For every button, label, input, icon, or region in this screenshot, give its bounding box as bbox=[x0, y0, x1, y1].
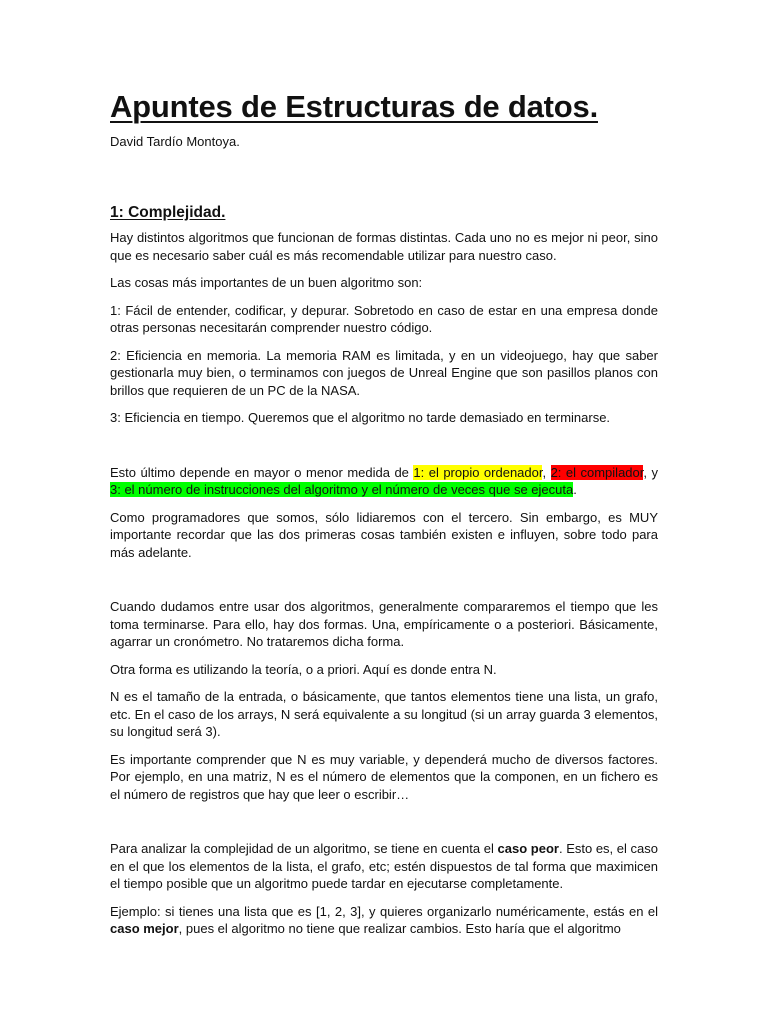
example-lead: Ejemplo: si tienes una lista que es [1, 2, 3], y quieres organizarlo numéricamente, estás en el bbox=[110, 903, 658, 919]
paragraph-example bbox=[110, 903, 658, 938]
paragraph-worst-case bbox=[110, 840, 658, 893]
paragraph-n-definition: N es el tamaño de la entrada, o básicamente, que tantos elementos tiene una lista, un grafo, etc. En el caso de los arrays, N será equivalente a su longitud (si un array guarda 3 elementos, su longitud será 3). bbox=[110, 689, 658, 739]
highlight-instrucciones: 3: el número de instrucciones del algoritmo y el número de veces que se ejecuta bbox=[110, 482, 574, 497]
factors-sep-2: , y bbox=[643, 464, 658, 480]
paragraph-programmers: Como programadores que somos, sólo lidiaremos con el tercero. Sin embargo, es MUY importante recordar que las dos primeras cosas también existen e influyen, sobre todo para más adelante. bbox=[110, 509, 658, 560]
worst-case-term: caso peor bbox=[497, 841, 559, 856]
example-rest: , pues el algoritmo no tiene que realizar cambios. Esto haría que el algoritmo bbox=[178, 921, 621, 936]
paragraph-point-2: 2: Eficiencia en memoria. La memoria RAM es limitada, y en un videojuego, hay que saber gestionarla muy bien, o terminamos con juegos de Unreal Engine que son pasillos planos con brillos que requieren de un PC de la NASA. bbox=[110, 347, 658, 398]
paragraph-a-priori: Otra forma es utilizando la teoría, o a priori. Aquí es donde entra N. bbox=[110, 661, 497, 677]
paragraph-n-variable: Es importante comprender que N es muy variable, y dependerá mucho de diversos factores. Por ejemplo, en una matriz, N es el número de elementos que la componen, en un fichero es el número de registros que hay que leer o escribir… bbox=[110, 751, 658, 802]
document-title: Apuntes de Estructuras de datos. bbox=[110, 89, 598, 124]
paragraph-point-3: 3: Eficiencia en tiempo. Queremos que el algoritmo no tarde demasiado en terminarse. bbox=[110, 410, 611, 425]
document-body bbox=[110, 88, 658, 938]
factors-sep-1: , bbox=[542, 464, 551, 480]
factors-lead: Esto último depende en mayor o menor medida de bbox=[110, 464, 414, 480]
worst-case-lead: Para analizar la complejidad de un algoritmo, se tiene en cuenta el bbox=[110, 841, 498, 856]
paragraph-intro: Hay distintos algoritmos que funcionan de formas distintas. Cada uno no es mejor ni peor, sino que es necesario saber cuál es más recomendable utilizar para nuestro caso. bbox=[110, 230, 658, 263]
paragraph-compare: Cuando dudamos entre usar dos algoritmos, generalmente compararemos el tiempo que les toma terminarse. Para ello, hay dos formas. Una, empíricamente o a posteriori. Básicamente, agarrar un cronómetro. No trataremos dicha forma. bbox=[110, 599, 658, 649]
paragraph-factors bbox=[110, 464, 658, 499]
worst-case-rest: . Esto es, el caso en el que los elementos de la lista, el grafo, etc; estén dispuestos de tal forma que maximicen el tiempo posible que un algoritmo puede tardar en ejecutarse completamente. bbox=[110, 841, 658, 891]
best-case-term: caso mejor bbox=[110, 921, 179, 936]
factors-end: . bbox=[573, 482, 577, 497]
paragraph-list-intro: Las cosas más importantes de un buen algoritmo son: bbox=[110, 275, 423, 290]
author-name: David Tardío Montoya. bbox=[110, 134, 240, 149]
section-heading: 1: Complejidad. bbox=[110, 204, 226, 221]
paragraph-point-1: 1: Fácil de entender, codificar, y depurar. Sobretodo en caso de estar en una empresa donde otras personas necesitarán comprender nuestro código. bbox=[110, 302, 658, 335]
highlight-compilador: 2: el compilador bbox=[550, 464, 644, 480]
highlight-ordenador: 1: el propio ordenador bbox=[413, 464, 543, 480]
